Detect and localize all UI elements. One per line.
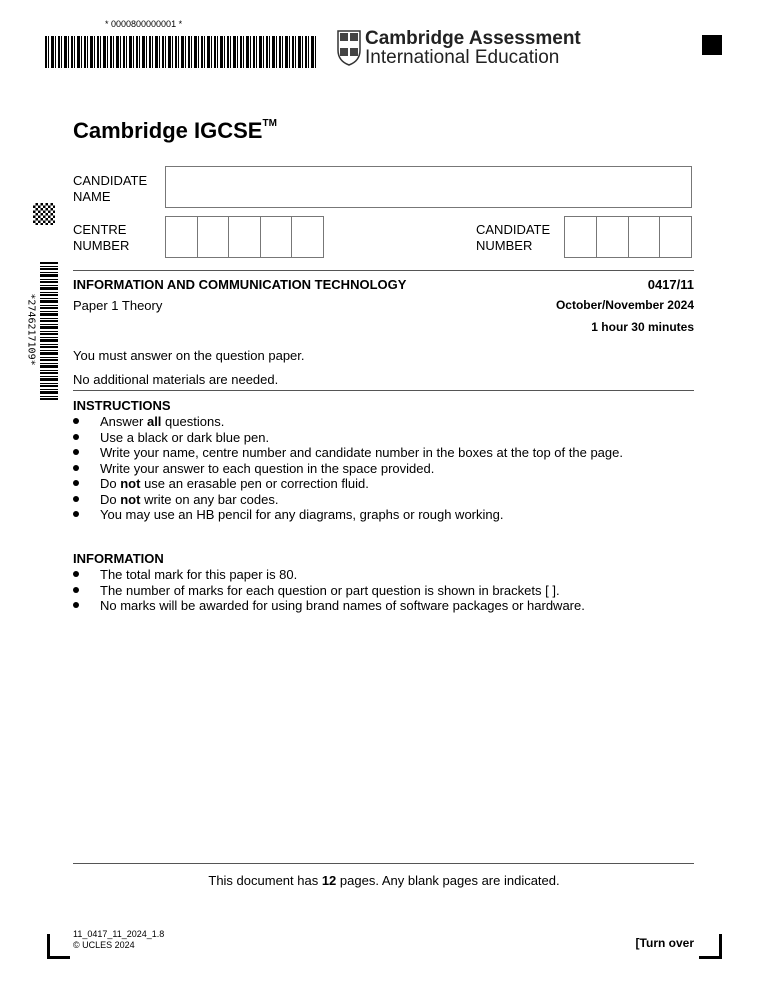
candidate-name-label: CANDIDATE NAME [73,173,148,204]
subject-title: INFORMATION AND COMMUNICATION TECHNOLOGY [73,277,407,292]
page-count-note: This document has 12 pages. Any blank pages are indicated. [208,873,560,888]
qr-code [33,203,55,225]
bullet-icon [73,480,79,486]
registration-mark [702,35,722,55]
bullet-icon [73,465,79,471]
centre-number-field[interactable] [165,216,324,258]
corner-mark-left [47,934,70,959]
side-barcode [40,262,58,400]
candidate-number-label: CANDIDATE NUMBER [476,222,551,253]
divider [73,270,694,271]
bullet-icon [73,434,79,440]
paper-code: 0417/11 [647,277,694,292]
note-materials: No additional materials are needed. [73,372,279,387]
barcode [45,36,318,68]
corner-mark-right [699,934,722,959]
logo-line1: Cambridge Assessment [365,28,581,49]
page-title: Cambridge IGCSE™ [73,118,277,143]
barcode-text: * 0000800000001 * [105,19,183,29]
bullet-icon [73,511,79,517]
side-barcode-text: *2746217109* [25,293,37,366]
exam-cover-page: * 0000800000001 * Cambridge Assessment International Education Cambridge IGCSE™ CANDIDATE NAME CENTRE NUMBER CANDIDATE NUMBER *2746217109* INFORMATION AND COMMUNICATION TECHNOLOGY 0417/11 Paper 1 Theory October/November 2024 1 hour 30 minutes You must answer on the question paper. No additional materials are needed. INSTRUCTIONS Answer all questions. Use a black or dark blue pen. Write your name, centre number and candidate number in the boxes at the top of the page. Write your answer to each question in the space provided. Do not use an erasable pen or correction fluid. Do not write on any bar codes. You may use an HB pencil for any diagrams, graphs or rough working. INFORMATION The total mark for this paper is 80. The number of marks for each question or part question is shown in brackets [ ]. No marks will be awarded for using brand names of software packages or hardware. This document has 12 pages. Any blank pages are indicated. 11_0417_11_2024_1.8 © UCLES 2024 [Turn over [0,0,768,994]
bullet-icon [73,449,79,455]
information-heading: INFORMATION [73,551,164,566]
paper-name: Paper 1 Theory [73,298,163,313]
bullet-icon [73,418,79,424]
centre-number-label: CENTRE NUMBER [73,222,130,253]
candidate-name-field[interactable] [165,166,692,208]
bullet-icon [73,496,79,502]
instructions-heading: INSTRUCTIONS [73,398,171,413]
logo-line2: International Education [365,47,560,68]
bullet-icon [73,587,79,593]
footer-code: 11_0417_11_2024_1.8 © UCLES 2024 [73,929,165,950]
divider [73,863,694,864]
exam-duration: 1 hour 30 minutes [591,320,694,334]
cambridge-crest-icon [337,30,361,66]
bullet-icon [73,602,79,608]
turn-over: [Turn over [635,936,694,950]
bullet-icon [73,571,79,577]
exam-session: October/November 2024 [555,298,694,312]
divider [73,390,694,391]
note-answer: You must answer on the question paper. [73,348,305,363]
candidate-number-field[interactable] [564,216,692,258]
